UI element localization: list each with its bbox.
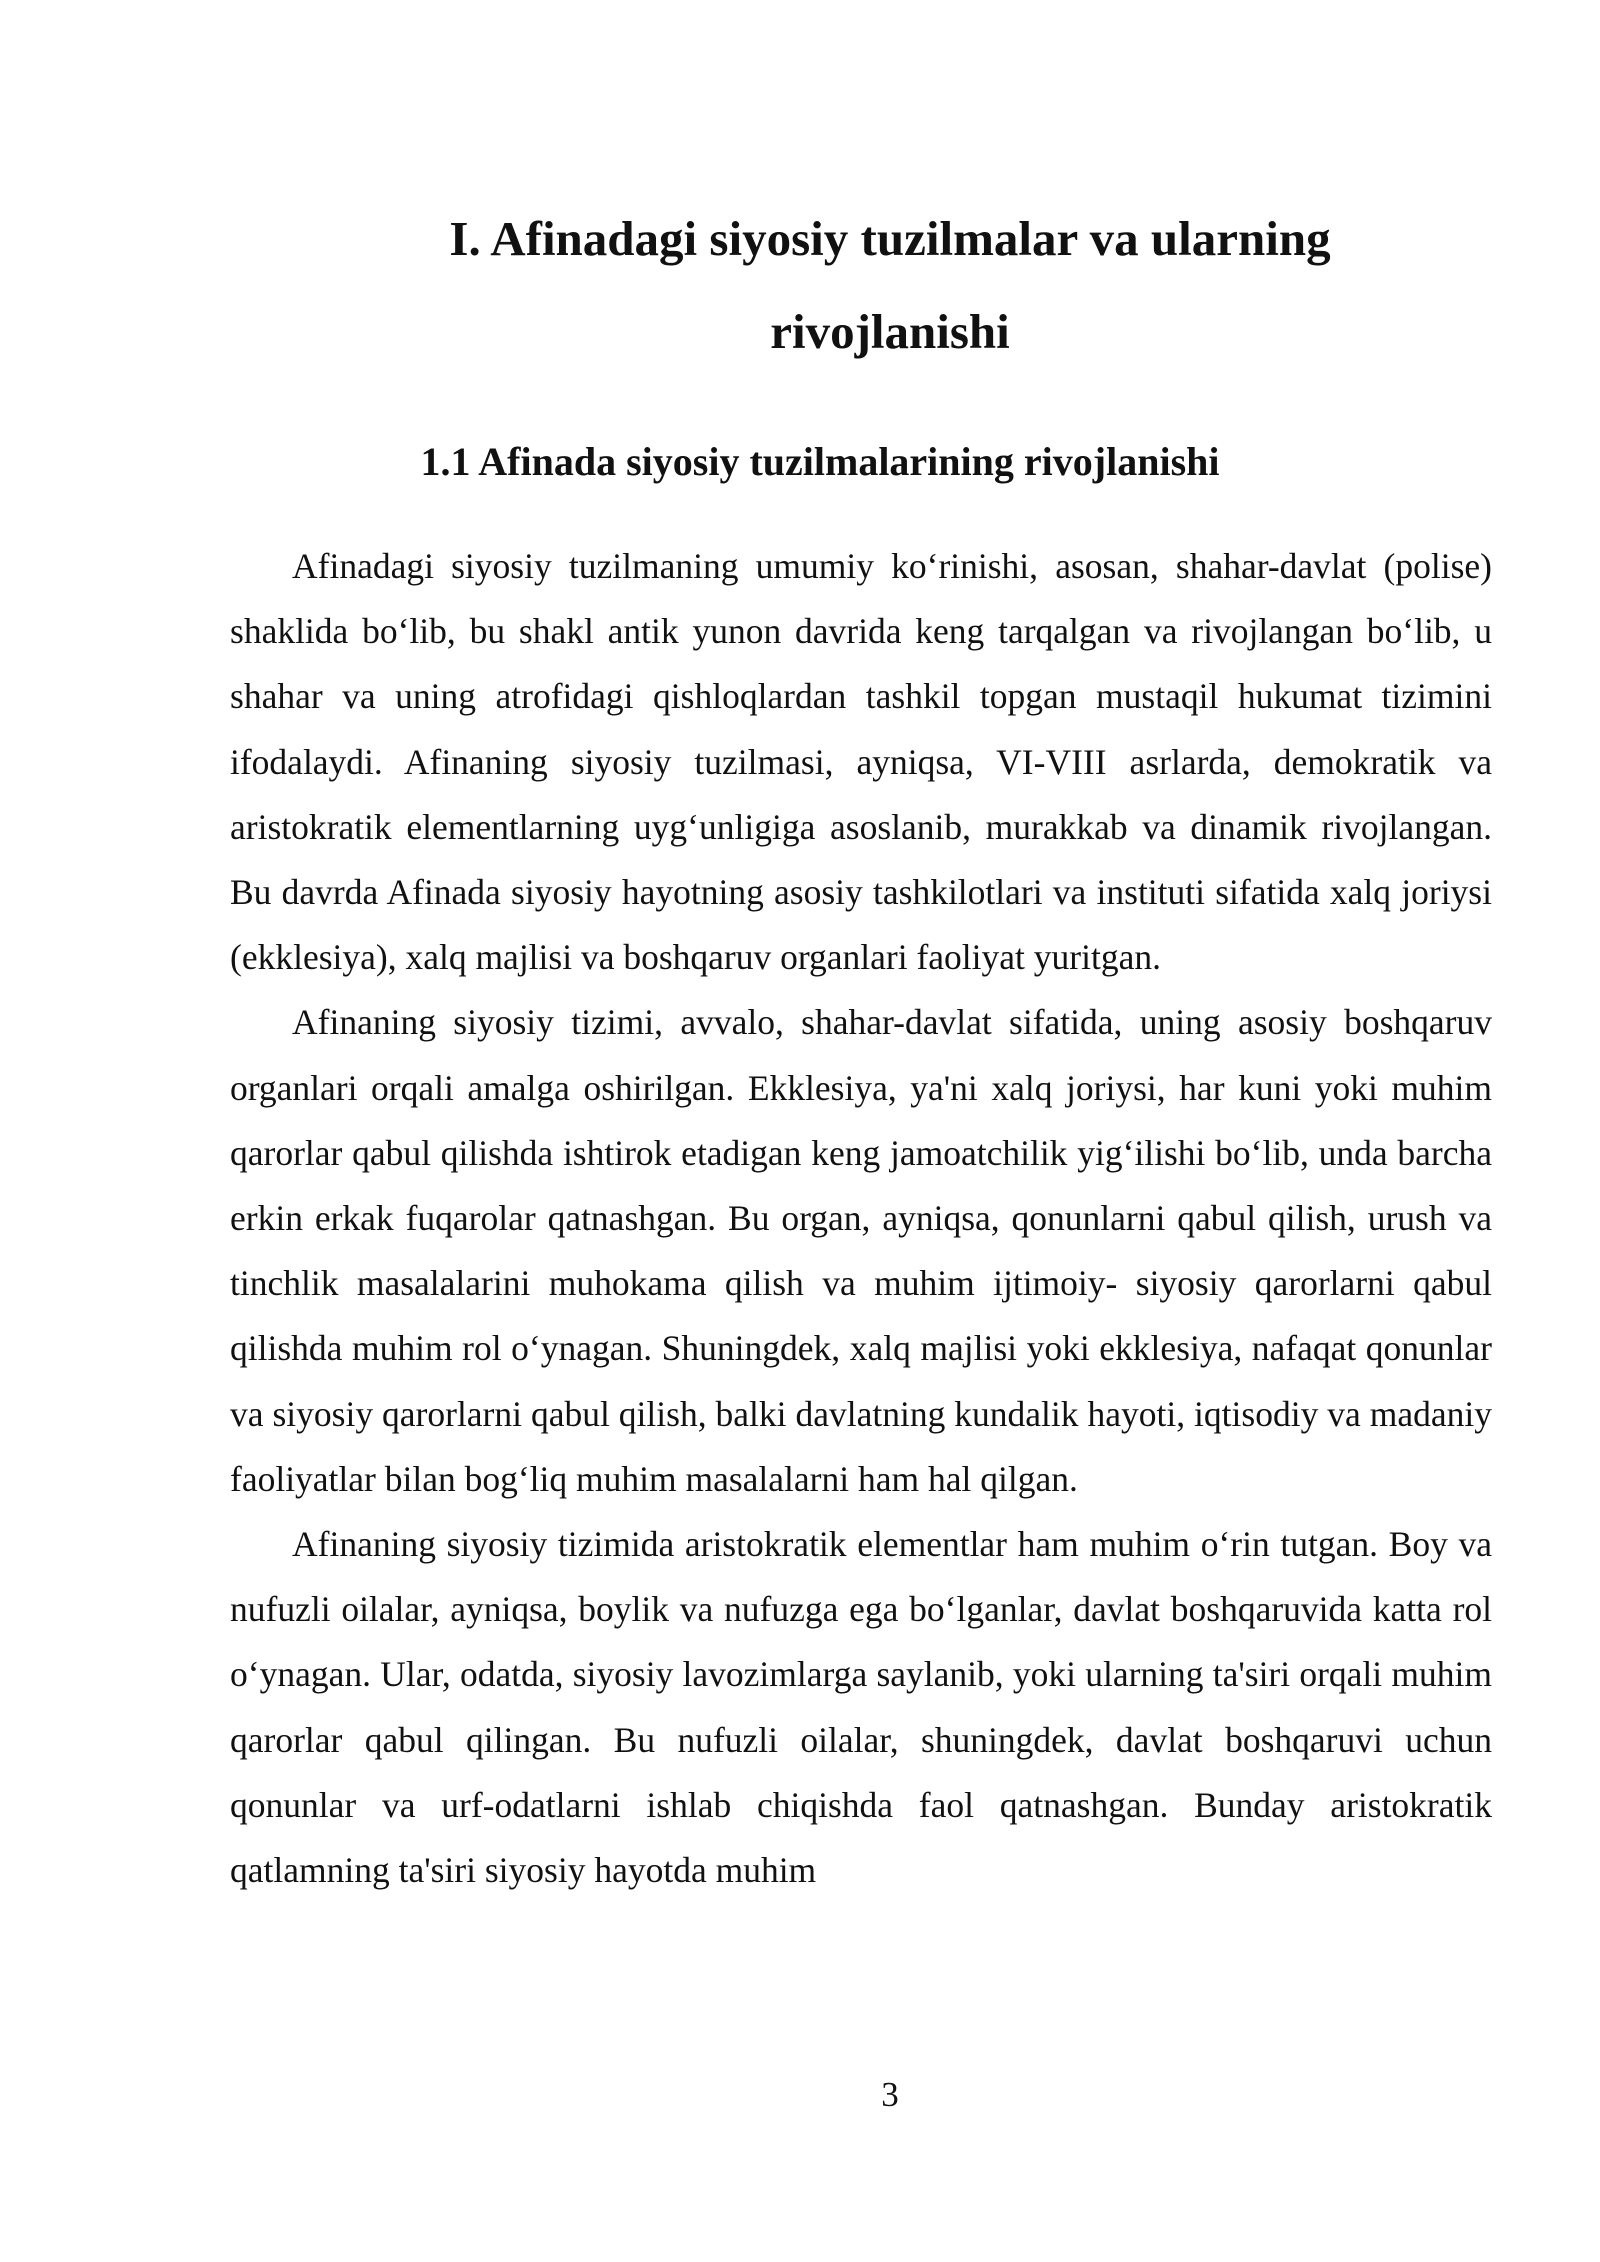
paragraph: Afinadagi siyosiy tuzilmaning umumiy koʻrinishi, asosan, shahar-davlat (polise) shaklida boʻlib, bu shakl antik yunon davrida keng tarqalgan va rivojlangan boʻlib, u shahar va uning atrofidagi qishloqlardan tashkil topgan mustaqil hukumat tizimini ifodalaydi. Afinaning siyosiy tuzilmasi, ayniqsa, VI-VIII asrlarda, demokratik va aristokratik elementlarning uygʻunligiga asoslanib, murakkab va dinamik rivojlangan. Bu davrda Afinada siyosiy hayotning asosiy tashkilotlari va instituti sifatida xalq joriysi (ekklesiya), xalq majlisi va boshqaruv organlari faoliyat yuritgan. <box>230 546 1492 978</box>
body-text <box>230 534 1492 1903</box>
section-title: 1.1 Afinada siyosiy tuzilmalarining rivojlanishi <box>420 439 1220 484</box>
chapter-title: I. Afinadagi siyosiy tuzilmalar va ularning rivojlanishi <box>449 211 1331 359</box>
page-number: 3 <box>881 2075 899 2114</box>
paragraph: Afinaning siyosiy tizimida aristokratik elementlar ham muhim oʻrin tutgan. Boy va nufuzli oilalar, ayniqsa, boylik va nufuzga ega boʻlganlar, davlat boshqaruvida katta rol oʻynagan. Ular, odatda, siyosiy lavozimlarga saylanib, yoki ularning ta'siri orqali muhim qarorlar qabul qilingan. Bu nufuzli oilalar, shuningdek, davlat boshqaruvi uchun qonunlar va urf-odatlarni ishlab chiqishda faol qatnashgan. Bunday aristokratik qatlamning ta'siri siyosiy hayotda muhim <box>230 1524 1492 1891</box>
paragraph: Afinaning siyosiy tizimi, avvalo, shahar-davlat sifatida, uning asosiy boshqaruv organlari orqali amalga oshirilgan. Ekklesiya, ya'ni xalq joriysi, har kuni yoki muhim qarorlar qabul qilishda ishtirok etadigan keng jamoatchilik yigʻilishi boʻlib, unda barcha erkin erkak fuqarolar qatnashgan. Bu organ, ayniqsa, qonunlarni qabul qilish, urush va tinchlik masalalarini muhokama qilish va muhim ijtimoiy- siyosiy qarorlarni qabul qilishda muhim rol oʻynagan. Shuningdek, xalq majlisi yoki ekklesiya, nafaqat qonunlar va siyosiy qarorlarni qabul qilish, balki davlatning kundalik hayoti, iqtisodiy va madaniy faoliyatlar bilan bogʻliq muhim masalalarni ham hal qilgan. <box>230 1002 1492 1499</box>
